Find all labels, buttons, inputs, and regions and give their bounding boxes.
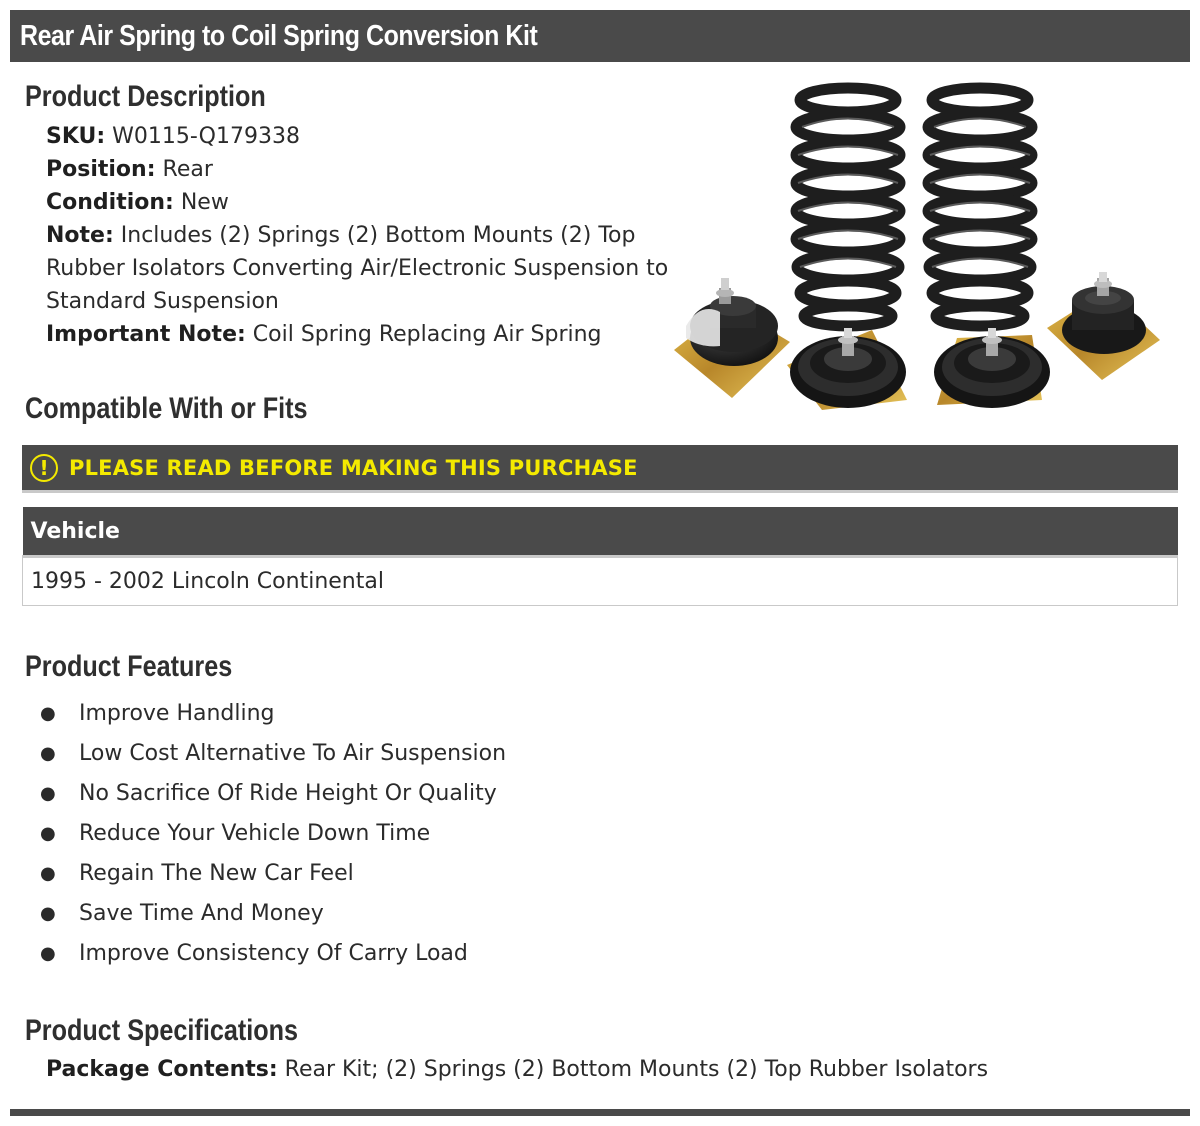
sku-label: SKU: bbox=[46, 124, 106, 149]
product-image bbox=[672, 80, 1162, 420]
features-list bbox=[40, 694, 506, 974]
bullet-icon: ● bbox=[40, 823, 56, 844]
feature-text: Improve Consistency Of Carry Load bbox=[79, 941, 468, 966]
feature-text: Low Cost Alternative To Air Suspension bbox=[79, 741, 507, 766]
list-item bbox=[40, 894, 506, 934]
vehicle-column-header: Vehicle bbox=[23, 507, 1178, 557]
note-row bbox=[46, 219, 696, 318]
bullet-icon: ● bbox=[40, 743, 56, 764]
package-contents-value: Rear Kit; (2) Springs (2) Bottom Mounts (2) Top Rubber Isolators bbox=[284, 1057, 989, 1082]
list-item bbox=[40, 814, 506, 854]
feature-text: Regain The New Car Feel bbox=[79, 861, 354, 886]
bullet-icon: ● bbox=[40, 703, 56, 724]
feature-text: Improve Handling bbox=[79, 701, 275, 726]
title-bar bbox=[10, 10, 1190, 62]
compatible-heading: Compatible With or Fits bbox=[25, 392, 308, 425]
important-note-label: Important Note: bbox=[46, 322, 246, 347]
purchase-warning-bar bbox=[22, 445, 1178, 493]
vehicle-fitment-table bbox=[22, 507, 1178, 606]
feature-text: Reduce Your Vehicle Down Time bbox=[79, 821, 431, 846]
sku-row bbox=[46, 120, 696, 153]
sku-value: W0115-Q179338 bbox=[112, 124, 300, 149]
bullet-icon: ● bbox=[40, 863, 56, 884]
position-label: Position: bbox=[46, 157, 156, 182]
product-details bbox=[46, 120, 696, 351]
bottom-divider bbox=[10, 1109, 1190, 1116]
top-isolator-left bbox=[674, 278, 790, 398]
product-specifications-heading: Product Specifications bbox=[25, 1014, 299, 1047]
bullet-icon: ● bbox=[40, 783, 56, 804]
list-item bbox=[40, 734, 506, 774]
list-item bbox=[40, 774, 506, 814]
list-item bbox=[40, 934, 506, 974]
page-title: Rear Air Spring to Coil Spring Conversion Kit bbox=[20, 19, 538, 52]
note-label: Note: bbox=[46, 223, 114, 248]
condition-row bbox=[46, 186, 696, 219]
product-features-heading: Product Features bbox=[25, 650, 233, 683]
feature-text: Save Time And Money bbox=[79, 901, 324, 926]
purchase-warning-text: PLEASE READ BEFORE MAKING THIS PURCHASE bbox=[69, 455, 638, 480]
table-row bbox=[23, 557, 1178, 606]
exclamation-circle-icon: ! bbox=[30, 454, 58, 482]
bottom-mount-right bbox=[934, 328, 1050, 408]
package-contents bbox=[46, 1053, 988, 1086]
condition-value: New bbox=[180, 190, 229, 215]
feature-text: No Sacrifice Of Ride Height Or Quality bbox=[79, 781, 497, 806]
important-note-value: Coil Spring Replacing Air Spring bbox=[252, 322, 602, 347]
note-value: Includes (2) Springs (2) Bottom Mounts (2) Top Rubber Isolators Converting Air/Electronic Suspension to Standard Suspension bbox=[46, 223, 669, 314]
condition-label: Condition: bbox=[46, 190, 174, 215]
list-item bbox=[40, 854, 506, 894]
list-item bbox=[40, 694, 506, 734]
package-contents-label: Package Contents: bbox=[46, 1057, 278, 1082]
top-isolator-right bbox=[1047, 272, 1160, 380]
bullet-icon: ● bbox=[40, 943, 56, 964]
vehicle-cell: 1995 - 2002 Lincoln Continental bbox=[23, 557, 1178, 606]
product-description-heading: Product Description bbox=[25, 80, 266, 113]
table-header-row bbox=[23, 507, 1178, 557]
position-row bbox=[46, 153, 696, 186]
bottom-mount-left bbox=[787, 328, 907, 410]
important-note-row bbox=[46, 318, 696, 351]
bullet-icon: ● bbox=[40, 903, 56, 924]
position-value: Rear bbox=[162, 157, 213, 182]
